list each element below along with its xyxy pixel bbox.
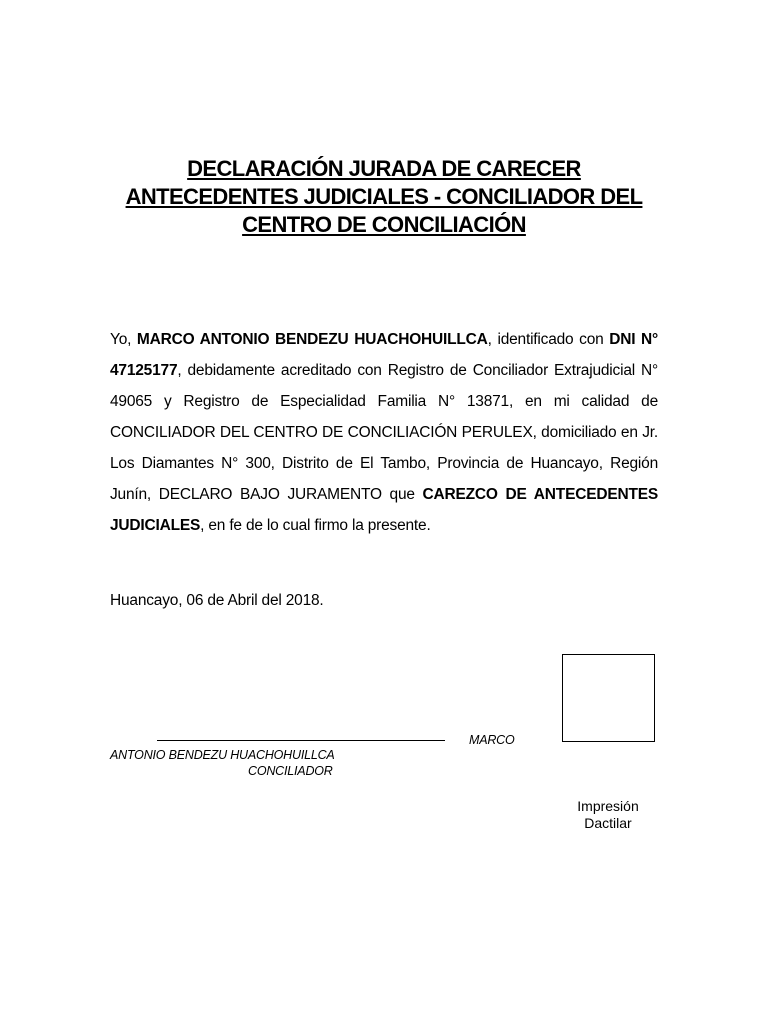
fingerprint-label-line-2: Dactilar (584, 815, 632, 831)
signer-name-line-2: ANTONIO BENDEZU HUACHOHUILLCA (110, 748, 335, 762)
text-intro: Yo, (110, 331, 137, 348)
title-line-1: DECLARACIÓN JURADA DE CARECER (187, 156, 581, 181)
text-closing: , en fe de lo cual firmo la presente. (200, 517, 431, 534)
dni-number: DNI N° 47125177 (110, 331, 658, 379)
text-identified: , identificado con (487, 331, 610, 348)
declaration-paragraph (110, 324, 658, 541)
fingerprint-box (562, 654, 655, 742)
signature-line (157, 740, 445, 741)
place-and-date: Huancayo, 06 de Abril del 2018. (110, 592, 324, 609)
document-title (100, 155, 668, 239)
signer-name-line-1: MARCO (469, 733, 515, 747)
fingerprint-label (552, 798, 664, 832)
declarant-name: MARCO ANTONIO BENDEZU HUACHOHUILLCA (136, 331, 488, 348)
title-line-2: ANTECEDENTES JUDICIALES - CONCILIADOR DEL (125, 184, 643, 209)
declaration-statement: CAREZCO DE ANTECEDENTES JUDICIALES (110, 486, 659, 534)
title-line-3: CENTRO DE CONCILIACIÓN (242, 212, 526, 237)
fingerprint-label-line-1: Impresión (577, 798, 639, 814)
text-details: , debidamente acreditado con Registro de Conciliador Extrajudicial N° 49065 y Registro de Especialidad Familia N° 13871, en mi calidad de CONCILIADOR DEL CENTRO DE CONCILIACIÓN PERULEX, domiciliado en Jr. Los Diamantes N° 300, Distrito de El Tambo, Provincia de Huancayo, Región Junín, DECLARO BAJO JURAMENTO que (110, 362, 658, 503)
signer-role: CONCILIADOR (248, 764, 333, 778)
